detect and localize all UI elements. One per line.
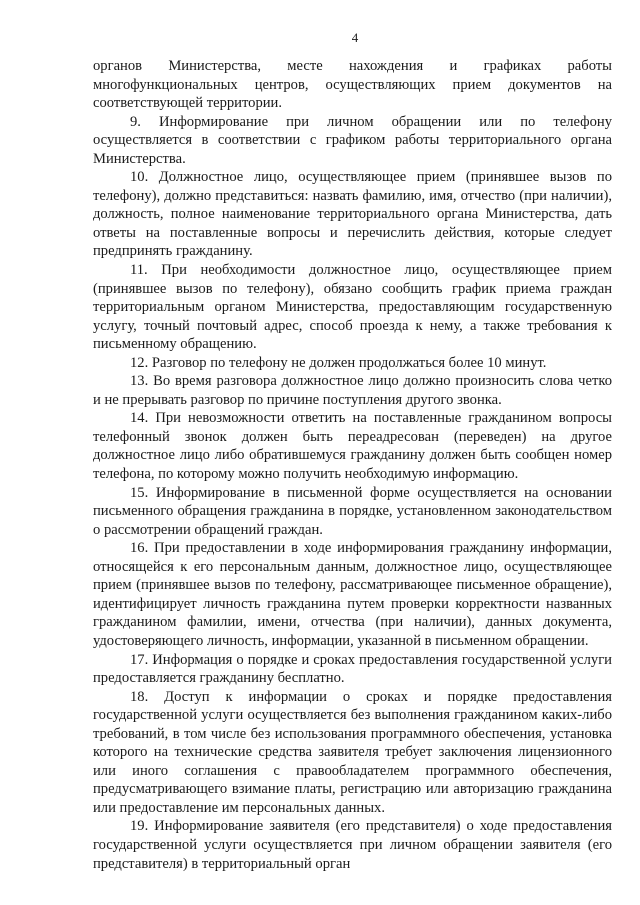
paragraph-9: 9. Информирование при личном обращении или по телефону осуществляется в соответствии с графиком работы территориального органа Министерства. <box>93 113 612 167</box>
paragraph-12: 12. Разговор по телефону не должен продолжаться более 10 минут. <box>130 354 547 371</box>
paragraph-10: 10. Должностное лицо, осуществляющее прием (принявшее вызов по телефону), должно представиться: назвать фамилию, имя, отчество (при наличии), должность, полное наименование территориального органа Министерства, дать ответы на поставленные вопросы и перечислить действия, которые следует предпринять гражданину. <box>93 169 612 260</box>
paragraph-15: 15. Информирование в письменной форме осуществляется на основании письменного обращения гражданина в порядке, установленном законодательством о рассмотрении обращений граждан. <box>93 484 612 538</box>
paragraph-16: 16. При предоставлении в ходе информирования гражданину информации, относящейся к его персональным данным, должностное лицо, осуществляющее прием (принявшее вызов по телефону, рассматривающее письменное обращение), идентифицирует личность гражданина путем проверки корректности названных гражданином фамилии, имени, отчества (при наличии), данных документа, удостоверяющего личность, информации, указанной в письменном обращении. <box>93 540 612 649</box>
paragraph-18: 18. Доступ к информации о сроках и порядке предоставления государственной услуги осуществляется без выполнения гражданином каких-либо требований, в том числе без использования программного обеспечения, установка которого на технические средства заявителя требует заключения лицензионного или иного соглашения с правообладателем программного обеспечения, предусматривающего взимание платы, регистрацию или авторизацию гражданина или предоставление им персональных данных. <box>93 688 612 816</box>
paragraph-11: 11. При необходимости должностное лицо, осуществляющее прием (принявшее вызов по телефону), обязано сообщить график приема граждан территориальным органом Министерства, предоставляющим государственную услугу, точный почтовый адрес, способ проезда к нему, а также требования к письменному обращению. <box>93 262 612 353</box>
paragraph-14: 14. При невозможности ответить на поставленные гражданином вопросы телефонный звонок должен быть переадресован (переведен) на другое должностное лицо либо обратившемуся гражданину должен быть сообщен номер телефона, по которому можно получить необходимую информацию. <box>93 410 612 483</box>
paragraph-19: 19. Информирование заявителя (его представителя) о ходе предоставления государственной услуги осуществляется при личном обращении заявителя (его представителя) в территориальный орган <box>93 818 612 872</box>
paragraph-13: 13. Во время разговора должностное лицо должно произносить слова четко и не прерывать разговор по причине поступления другого звонка. <box>93 373 612 408</box>
paragraph-17: 17. Информация о порядке и сроках предоставления государственной услуги предоставляется гражданину бесплатно. <box>93 651 612 687</box>
page-number: 4 <box>351 30 359 45</box>
paragraph-continuation: органов Министерства, месте нахождения и графиках работы многофункциональных центров, осуществляющих прием документов на соответствующей территории. <box>93 58 612 112</box>
